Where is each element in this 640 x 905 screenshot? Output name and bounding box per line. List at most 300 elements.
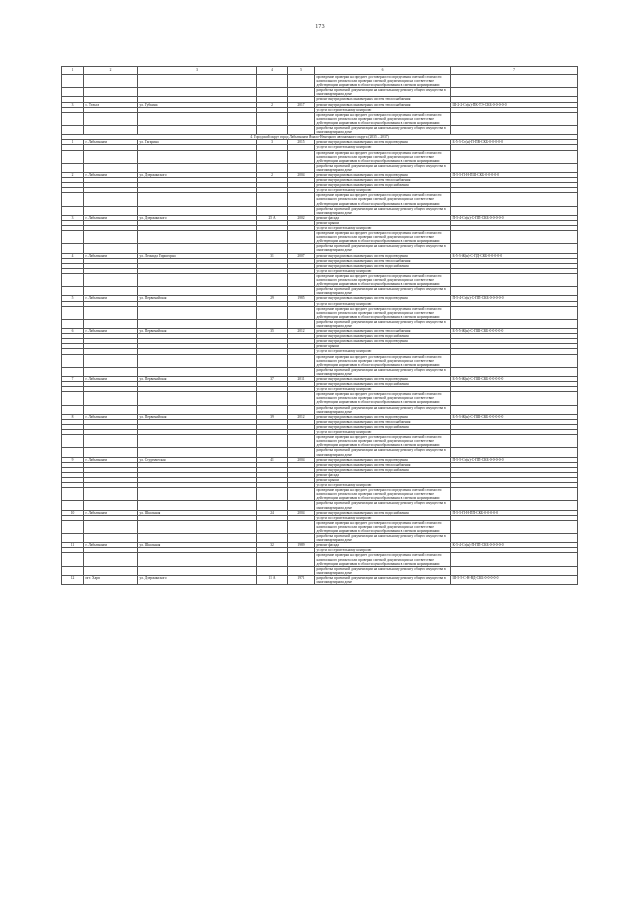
- table-cell: [451, 405, 578, 414]
- table-cell: ремонт внутридомовых инженерных систем водоотведения: [315, 377, 451, 382]
- table-cell: [288, 126, 315, 135]
- table-row: [62, 405, 578, 414]
- table-cell: ремонт крыши: [315, 344, 451, 349]
- table-cell: [84, 566, 138, 575]
- table-row: [62, 163, 578, 172]
- table-cell: [62, 435, 84, 448]
- table-cell: 25 А: [257, 215, 288, 220]
- table-row: [62, 448, 578, 457]
- table-cell: [62, 287, 84, 296]
- table-cell: [288, 88, 315, 97]
- table-cell: услуги по строительному контролю: [315, 301, 451, 306]
- table-cell: П-5-5-П-Н-ПШ-СКБ-0-0-0-0-0: [451, 172, 578, 177]
- table-cell: г. Лабытнанги: [84, 172, 138, 177]
- table-cell: [288, 287, 315, 296]
- table-cell: [288, 75, 315, 88]
- table-cell: [62, 553, 84, 566]
- table-cell: [138, 193, 257, 206]
- table-cell: услуги по строительному контролю: [315, 268, 451, 273]
- table-cell: 1985: [288, 296, 315, 301]
- table-cell: [451, 306, 578, 319]
- table-cell: [288, 231, 315, 244]
- column-header: 6: [315, 67, 451, 75]
- table-cell: проведение проверки на предмет достоверности определения сметной стоимости капитального ремонта или проверки сметной документации на соответствие действующим нормативам в области ценообразования в сметном нормировании: [315, 435, 451, 448]
- table-cell: ул. Первомайская: [138, 414, 257, 419]
- table-cell: [288, 501, 315, 510]
- table-cell: [451, 354, 578, 367]
- table-cell: ул. Леонида Гиршгорна: [138, 253, 257, 258]
- table-cell: [84, 405, 138, 414]
- table-cell: проведение проверки на предмет достоверности определения сметной стоимости капитального ремонта или проверки сметной документации на соответствие действующим нормативам в области ценообразования в сметном нормировании: [315, 354, 451, 367]
- table-cell: [84, 112, 138, 125]
- table-cell: П-5-4-Ст(н)-С-ПП-СКБ-0-0-0-0-0: [451, 215, 578, 220]
- table-cell: [62, 150, 84, 163]
- table-cell: проведение проверки на предмет достоверности определения сметной стоимости капитального ремонта или проверки сметной документации на соответствие действующим нормативам в области ценообразования в сметном нормировании: [315, 553, 451, 566]
- table-cell: [257, 354, 288, 367]
- table-cell: ремонт внутридомовых инженерных систем водоснабжения: [315, 424, 451, 429]
- table-cell: [138, 367, 257, 376]
- table-cell: ремонт внутридомовых инженерных систем водоотведения: [315, 339, 451, 344]
- table-cell: [257, 392, 288, 405]
- table-cell: [62, 306, 84, 319]
- table-cell: ремонт внутридомовых инженерных систем водоснабжения: [315, 467, 451, 472]
- table-cell: г. Лабытнанги: [84, 414, 138, 419]
- table-row: [62, 150, 578, 163]
- table-cell: [138, 75, 257, 88]
- table-cell: [257, 273, 288, 286]
- table-cell: [288, 448, 315, 457]
- table-cell: [62, 534, 84, 543]
- table-cell: ремонт фасада: [315, 472, 451, 477]
- table-cell: услуги по строительному контролю: [315, 107, 451, 112]
- table-cell: [451, 206, 578, 215]
- table-cell: 8: [62, 414, 84, 419]
- table-cell: с. Тельга: [84, 102, 138, 107]
- table-cell: [288, 520, 315, 533]
- table-cell: [257, 520, 288, 533]
- table-row: [62, 488, 578, 501]
- table-cell: [138, 392, 257, 405]
- table-cell: [257, 306, 288, 319]
- table-cell: [138, 405, 257, 414]
- table-cell: ремонт внутридомовых инженерных систем водоотведения: [315, 296, 451, 301]
- table-row: [62, 392, 578, 405]
- table-cell: [451, 566, 578, 575]
- table-cell: 32: [257, 543, 288, 548]
- table-cell: [62, 405, 84, 414]
- table-cell: 12: [62, 575, 84, 584]
- table-cell: [62, 501, 84, 510]
- table-cell: разработка проектной документации на капитальному ремонту общего имущества в многоквартирном доме: [315, 88, 451, 97]
- table-cell: [288, 354, 315, 367]
- table-cell: ремонт внутридомовых инженерных систем теплоснабжения: [315, 462, 451, 467]
- table-cell: [84, 244, 138, 253]
- table-cell: г. Лабытнанги: [84, 377, 138, 382]
- table-cell: [138, 501, 257, 510]
- table-cell: услуги по строительному контролю: [315, 483, 451, 488]
- table-cell: 2: [257, 102, 288, 107]
- table-cell: [257, 193, 288, 206]
- table-cell: [138, 126, 257, 135]
- table-cell: ремонт внутридомовых инженерных систем водоотведения: [315, 172, 451, 177]
- table-cell: ремонт внутридомовых инженерных систем водоснабжения: [315, 382, 451, 387]
- table-cell: 3: [257, 140, 288, 145]
- column-header: 4: [257, 67, 288, 75]
- table-cell: [138, 206, 257, 215]
- table-cell: 41: [257, 457, 288, 462]
- table-cell: [288, 566, 315, 575]
- table-cell: [62, 448, 84, 457]
- table-cell: услуги по строительному контролю: [315, 387, 451, 392]
- table-cell: разработка проектной документации на капитальному ремонту общего имущества в многоквартирном доме: [315, 126, 451, 135]
- table-cell: разработка проектной документации на капитальному ремонту общего имущества в многоквартирном доме: [315, 448, 451, 457]
- table-cell: разработка проектной документации на капитальному ремонту общего имущества в многоквартирном доме: [315, 206, 451, 215]
- table-cell: ремонт внутридомовых инженерных систем теплоснабжения: [315, 419, 451, 424]
- table-row: [62, 287, 578, 296]
- table-cell: 2: [257, 172, 288, 177]
- table-cell: [138, 306, 257, 319]
- table-cell: [257, 319, 288, 328]
- table-cell: услуги по строительному контролю: [315, 145, 451, 150]
- table-cell: [84, 520, 138, 533]
- table-cell: [62, 88, 84, 97]
- table-cell: [84, 287, 138, 296]
- table-cell: [84, 448, 138, 457]
- table-row: [62, 231, 578, 244]
- table-cell: [138, 287, 257, 296]
- table-cell: ремонт внутридомовых инженерных систем теплоснабжения: [315, 102, 451, 107]
- table-cell: [257, 231, 288, 244]
- table-cell: [62, 163, 84, 172]
- table-cell: ремонт внутридомовых инженерных систем водоотведения: [315, 414, 451, 419]
- table-cell: 2012: [288, 414, 315, 419]
- table-cell: Б-5-3-Ж(н)-С-ПД-СКБ-0-0-0-0-0: [451, 253, 578, 258]
- table-cell: [451, 150, 578, 163]
- column-header: 1: [62, 67, 84, 75]
- table-cell: [451, 520, 578, 533]
- table-cell: [451, 488, 578, 501]
- table-cell: Б-5-3-Ж(н)-С-ПШ-СКБ-0-0-0-0-0: [451, 414, 578, 419]
- table-cell: [451, 319, 578, 328]
- table-cell: [62, 75, 84, 88]
- table-cell: ул. Первомайская: [138, 377, 257, 382]
- table-cell: ул. Губкина: [138, 102, 257, 107]
- table-cell: 37: [257, 377, 288, 382]
- table-cell: 1971: [288, 575, 315, 584]
- table-cell: [257, 287, 288, 296]
- table-cell: [257, 553, 288, 566]
- table-cell: разработка проектной документации на капитальному ремонту общего имущества в многоквартирном доме: [315, 501, 451, 510]
- table-cell: [288, 367, 315, 376]
- table-cell: [451, 88, 578, 97]
- table-cell: [451, 392, 578, 405]
- table-row: [62, 244, 578, 253]
- table-cell: проведение проверки на предмет достоверности определения сметной стоимости капитального ремонта или проверки сметной документации на соответствие действующим нормативам в области ценообразования в сметном нормировании: [315, 231, 451, 244]
- table-cell: услуги по строительному контролю: [315, 226, 451, 231]
- table-cell: [62, 206, 84, 215]
- table-cell: 1: [62, 140, 84, 145]
- table-cell: проведение проверки на предмет достоверности определения сметной стоимости капитального ремонта или проверки сметной документации на соответствие действующим нормативам в области ценообразования в сметном нормировании: [315, 392, 451, 405]
- table-cell: услуги по строительному контролю: [315, 430, 451, 435]
- page-number: 173: [315, 24, 325, 30]
- table-cell: 2: [62, 172, 84, 177]
- table-cell: [451, 435, 578, 448]
- table-cell: Ш-5-5-С-Н-ВД-СКБ-0-0-0-0-0: [451, 575, 578, 584]
- table-cell: [257, 367, 288, 376]
- table-cell: 2015: [288, 140, 315, 145]
- table-cell: [451, 193, 578, 206]
- table-cell: [138, 112, 257, 125]
- table-cell: ремонт внутридомовых инженерных систем водоснабжения: [315, 334, 451, 339]
- table-cell: проведение проверки на предмет достоверности определения сметной стоимости капитального ремонта или проверки сметной документации на соответствие действующим нормативам в области ценообразования в сметном нормировании: [315, 150, 451, 163]
- table-cell: [257, 448, 288, 457]
- table-header-row: [62, 67, 578, 75]
- table-cell: г. Лабытнанги: [84, 140, 138, 145]
- table-cell: [84, 163, 138, 172]
- table-cell: [84, 306, 138, 319]
- table-cell: [84, 88, 138, 97]
- table-cell: [451, 287, 578, 296]
- table-cell: ремонт крыши: [315, 220, 451, 225]
- table-cell: [84, 75, 138, 88]
- table-cell: г. Лабытнанги: [84, 215, 138, 220]
- table-row: [62, 112, 578, 125]
- table-cell: [288, 553, 315, 566]
- table-cell: [84, 488, 138, 501]
- table-cell: 24: [257, 510, 288, 515]
- table-cell: ул. Школьная: [138, 543, 257, 548]
- table-cell: [84, 193, 138, 206]
- table-cell: услуги по строительному контролю: [315, 548, 451, 553]
- table-row: [62, 126, 578, 135]
- table-cell: разработка проектной документации на капитальному ремонту общего имущества в многоквартирном доме: [315, 575, 451, 584]
- table-cell: проведение проверки на предмет достоверности определения сметной стоимости капитального ремонта или проверки сметной документации на соответствие действующим нормативам в области ценообразования в сметном нормировании: [315, 75, 451, 88]
- table-cell: 2012: [288, 329, 315, 334]
- table-cell: ул. Первомайская: [138, 329, 257, 334]
- table-cell: 7: [62, 377, 84, 382]
- table-cell: [138, 520, 257, 533]
- table-cell: 2011: [288, 377, 315, 382]
- table-row: [62, 435, 578, 448]
- table-cell: [451, 273, 578, 286]
- table-cell: [84, 206, 138, 215]
- column-header: 7: [451, 67, 578, 75]
- table-cell: [138, 566, 257, 575]
- table-cell: [451, 75, 578, 88]
- table-cell: 35: [257, 329, 288, 334]
- table-cell: [84, 273, 138, 286]
- table-cell: [84, 126, 138, 135]
- table-cell: [138, 231, 257, 244]
- table-cell: 11: [62, 543, 84, 548]
- table-cell: [257, 435, 288, 448]
- table-cell: [451, 367, 578, 376]
- table-cell: [257, 112, 288, 125]
- table-cell: [451, 244, 578, 253]
- table-cell: ул. Студенческая: [138, 457, 257, 462]
- table-cell: [288, 435, 315, 448]
- table-cell: [84, 392, 138, 405]
- table-cell: разработка проектной документации на капитальному ремонту общего имущества в многоквартирном доме: [315, 287, 451, 296]
- table-cell: [257, 501, 288, 510]
- table-cell: 5: [62, 296, 84, 301]
- table-cell: 2004: [288, 172, 315, 177]
- works-table: [61, 66, 578, 585]
- table-cell: ремонт фасада: [315, 215, 451, 220]
- table-cell: ремонт внутридомовых инженерных систем водоотведения: [315, 457, 451, 462]
- table-cell: разработка проектной документации на капитальному ремонту общего имущества в многоквартирном доме: [315, 319, 451, 328]
- table-cell: ремонт внутридомовых инженерных систем водоотведения: [315, 253, 451, 258]
- table-cell: [288, 392, 315, 405]
- table-cell: Б-5-3-Ст(н)-П-ПВ-СКБ-0-0-0-0-0: [451, 140, 578, 145]
- table-cell: [138, 488, 257, 501]
- table-row: [62, 206, 578, 215]
- table-cell: [62, 354, 84, 367]
- table-cell: [257, 534, 288, 543]
- table-cell: 2002: [288, 215, 315, 220]
- table-cell: [84, 435, 138, 448]
- table-cell: 2017: [288, 102, 315, 107]
- table-cell: [257, 206, 288, 215]
- table-cell: [84, 534, 138, 543]
- table-cell: [451, 231, 578, 244]
- table-row: [62, 520, 578, 533]
- table-cell: проведение проверки на предмет достоверности определения сметной стоимости капитального ремонта или проверки сметной документации на соответствие действующим нормативам в области ценообразования в сметном нормировании: [315, 520, 451, 533]
- table-cell: [138, 244, 257, 253]
- table-cell: [451, 501, 578, 510]
- table-cell: [257, 488, 288, 501]
- table-row: [62, 273, 578, 286]
- table-row: [62, 501, 578, 510]
- table-cell: ул. Школьная: [138, 510, 257, 515]
- table-cell: ремонт фасада: [315, 543, 451, 548]
- table-cell: [451, 112, 578, 125]
- table-cell: ремонт внутридомовых инженерных систем теплоснабжения: [315, 329, 451, 334]
- table-cell: ремонт внутридомовых инженерных систем водоотведения: [315, 140, 451, 145]
- table-cell: услуги по строительному контролю: [315, 515, 451, 520]
- table-cell: [288, 405, 315, 414]
- table-cell: 4: [62, 253, 84, 258]
- table-cell: [288, 306, 315, 319]
- table-cell: [288, 112, 315, 125]
- table-cell: Б-5-5-Ж(н)-С-ПШ-СКБ-0-0-0-0-0: [451, 329, 578, 334]
- table-cell: [257, 88, 288, 97]
- table-cell: [288, 206, 315, 215]
- table-cell: [62, 488, 84, 501]
- table-cell: [288, 150, 315, 163]
- table-cell: 2004: [288, 510, 315, 515]
- table-cell: г. Лабытнанги: [84, 543, 138, 548]
- table-cell: 39: [257, 414, 288, 419]
- table-cell: [288, 319, 315, 328]
- table-cell: проведение проверки на предмет достоверности определения сметной стоимости капитального ремонта или проверки сметной документации на соответствие действующим нормативам в области ценообразования в сметном нормировании: [315, 112, 451, 125]
- table-row: [62, 553, 578, 566]
- table-cell: 9: [62, 457, 84, 462]
- table-cell: [257, 150, 288, 163]
- table-row: [62, 319, 578, 328]
- table-cell: ремонт внутридомовых инженерных систем водоснабжения: [315, 263, 451, 268]
- table-cell: 3: [62, 102, 84, 107]
- table-cell: разработка проектной документации на капитальному ремонту общего имущества в многоквартирном доме: [315, 566, 451, 575]
- table-cell: [62, 520, 84, 533]
- column-header: 3: [138, 67, 257, 75]
- table-cell: [257, 126, 288, 135]
- table-cell: разработка проектной документации на капитальному ремонту общего имущества в многоквартирном доме: [315, 163, 451, 172]
- table-cell: [62, 566, 84, 575]
- table-cell: Ш-2-2-Ст(н)-ПК-ТЭ-СКБ-0-0-0-0-0: [451, 102, 578, 107]
- table-cell: [288, 163, 315, 172]
- table-cell: ул. Дзержинского: [138, 215, 257, 220]
- table-cell: [84, 553, 138, 566]
- table-cell: 29: [257, 296, 288, 301]
- table-cell: [451, 534, 578, 543]
- table-cell: [288, 244, 315, 253]
- table-cell: разработка проектной документации на капитальному ремонту общего имущества в многоквартирном доме: [315, 244, 451, 253]
- table-cell: ул. Дзержинского: [138, 172, 257, 177]
- table-cell: [138, 163, 257, 172]
- table-cell: П-5-5-П-Н-ПП-СКБ-0-0-0-0-0: [451, 510, 578, 515]
- table-cell: разработка проектной документации на капитальному ремонту общего имущества в многоквартирном доме: [315, 367, 451, 376]
- table-cell: разработка проектной документации на капитальному ремонту общего имущества в многоквартирном доме: [315, 534, 451, 543]
- table-cell: [257, 405, 288, 414]
- table-cell: [138, 534, 257, 543]
- table-cell: [62, 193, 84, 206]
- table-cell: К-5-4-Ст(н)-П-ПП-СКБ-0-0-0-0-0: [451, 543, 578, 548]
- table-cell: [84, 319, 138, 328]
- table-cell: услуги по строительному контролю: [315, 188, 451, 193]
- table-cell: [84, 501, 138, 510]
- table-cell: [138, 435, 257, 448]
- table-cell: ремонт внутридомовых инженерных систем водоснабжения: [315, 183, 451, 188]
- table-cell: [257, 566, 288, 575]
- table-cell: проведение проверки на предмет достоверности определения сметной стоимости капитального ремонта или проверки сметной документации на соответствие действующим нормативам в области ценообразования в сметном нормировании: [315, 306, 451, 319]
- table-cell: ул. Гагарина: [138, 140, 257, 145]
- table-cell: [84, 367, 138, 376]
- table-cell: [62, 367, 84, 376]
- table-row: [62, 354, 578, 367]
- table-cell: [451, 553, 578, 566]
- table-cell: [84, 150, 138, 163]
- table-cell: [62, 112, 84, 125]
- table-row: [62, 306, 578, 319]
- table-row: [62, 566, 578, 575]
- table-cell: [138, 273, 257, 286]
- section-heading: 4. Городской округ город Лабытнанги Ямало-Ненецкого автономного округа (2035 – 2037): [62, 135, 578, 140]
- table-cell: [62, 392, 84, 405]
- table-row: [62, 193, 578, 206]
- table-cell: [62, 319, 84, 328]
- table-cell: г. Лабытнанги: [84, 457, 138, 462]
- table-row: [62, 575, 578, 584]
- table-cell: ремонт внутридомовых инженерных систем водоснабжения: [315, 510, 451, 515]
- table-cell: ул. Дзержинского: [138, 575, 257, 584]
- table-cell: Б-5-5-Ж(н)-С-ПШ-СКБ-0-0-0-0-0: [451, 377, 578, 382]
- column-header: 5: [288, 67, 315, 75]
- table-cell: пгт. Харп: [84, 575, 138, 584]
- table-cell: разработка проектной документации на капитальному ремонту общего имущества в многоквартирном доме: [315, 405, 451, 414]
- table-cell: ремонт внутридомовых инженерных систем теплоснабжения: [315, 258, 451, 263]
- table-cell: [451, 163, 578, 172]
- table-cell: 11 А: [257, 575, 288, 584]
- table-cell: [451, 126, 578, 135]
- table-cell: 1989: [288, 543, 315, 548]
- table-cell: 6: [62, 329, 84, 334]
- table-cell: [62, 244, 84, 253]
- table-cell: 2004: [288, 457, 315, 462]
- table-cell: [257, 75, 288, 88]
- table-cell: г. Лабытнанги: [84, 329, 138, 334]
- table-cell: [451, 448, 578, 457]
